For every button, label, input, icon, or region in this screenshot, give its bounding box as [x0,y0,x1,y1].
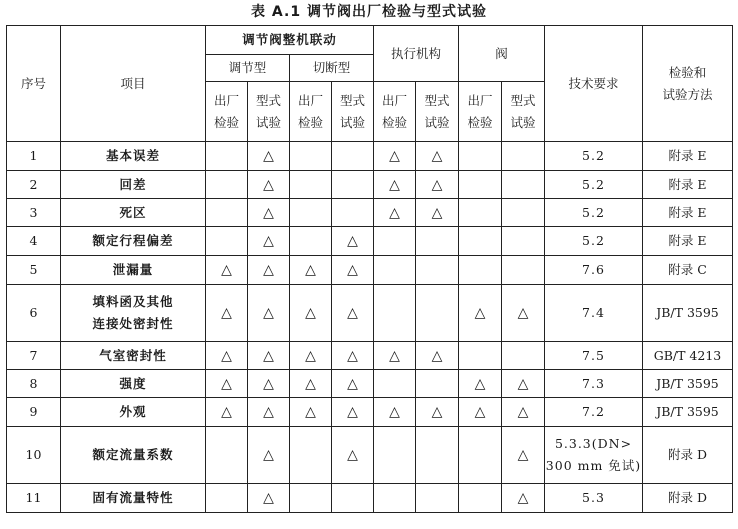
empty-cell [416,256,459,285]
empty-cell [206,171,248,199]
header-seq: 序号 [7,26,61,142]
row-method: 附录 E [643,171,733,199]
empty-cell [502,171,545,199]
check-mark: △ [248,199,290,227]
check-mark: △ [459,285,502,342]
empty-cell [459,227,502,256]
empty-cell [459,142,502,171]
row-item: 外观 [61,398,206,427]
header-sub-cutoff: 切断型 [290,55,374,82]
empty-cell [332,171,374,199]
empty-cell [206,227,248,256]
empty-cell [459,484,502,513]
row-seq: 7 [7,342,61,370]
check-mark: △ [502,427,545,484]
check-mark: △ [416,342,459,370]
row-seq: 8 [7,370,61,398]
check-mark: △ [206,285,248,342]
row-method: 附录 C [643,256,733,285]
header-factory-inspection: 出厂 检验 [374,82,416,142]
header-item: 项目 [61,26,206,142]
check-mark: △ [248,342,290,370]
row-item: 死区 [61,199,206,227]
empty-cell [206,484,248,513]
table-row [7,171,733,199]
check-mark: △ [374,142,416,171]
header-method [643,26,733,142]
row-seq: 2 [7,171,61,199]
row-tech-req: 5.2 [545,142,643,171]
empty-cell [459,199,502,227]
header-sub-regulating: 调节型 [206,55,290,82]
row-seq: 10 [7,427,61,484]
check-mark: △ [502,285,545,342]
check-mark: △ [248,142,290,171]
empty-cell [206,427,248,484]
check-mark: △ [416,199,459,227]
empty-cell [459,427,502,484]
check-mark: △ [248,256,290,285]
empty-cell [374,227,416,256]
check-mark: △ [248,398,290,427]
row-tech-req: 5.2 [545,171,643,199]
empty-cell [290,199,332,227]
empty-cell [374,484,416,513]
empty-cell [332,199,374,227]
row-seq: 4 [7,227,61,256]
check-mark: △ [416,398,459,427]
check-mark: △ [206,398,248,427]
check-mark: △ [416,142,459,171]
empty-cell [416,285,459,342]
header-type-test: 型式 试验 [248,82,290,142]
table-title: 表 A.1 调节阀出厂检验与型式试验 [251,4,487,20]
empty-cell [459,171,502,199]
header-method-text: 检验和 试验方法 [662,64,713,102]
row-item: 固有流量特性 [61,484,206,513]
empty-cell [416,427,459,484]
empty-cell [290,427,332,484]
header-factory-inspection: 出厂 检验 [459,82,502,142]
check-mark: △ [416,171,459,199]
check-mark: △ [248,427,290,484]
empty-cell [502,342,545,370]
row-tech-req: 5.3 [545,484,643,513]
row-item: 额定行程偏差 [61,227,206,256]
table-row [7,285,733,342]
row-seq: 3 [7,199,61,227]
check-mark: △ [332,398,374,427]
check-mark: △ [290,256,332,285]
row-item: 填料函及其他 连接处密封性 [61,285,206,342]
row-method: 附录 E [643,142,733,171]
row-method: 附录 E [643,199,733,227]
check-mark: △ [332,256,374,285]
row-tech-req: 5.2 [545,199,643,227]
empty-cell [290,142,332,171]
check-mark: △ [248,484,290,513]
empty-cell [502,227,545,256]
empty-cell [206,199,248,227]
table-row [7,427,733,484]
row-tech-req: 5.3.3(DN> 300 mm 免试) [545,427,643,484]
empty-cell [416,370,459,398]
check-mark: △ [374,171,416,199]
row-method: 附录 E [643,227,733,256]
header-type-test: 型式 试验 [332,82,374,142]
empty-cell [416,227,459,256]
table-row [7,342,733,370]
empty-cell [290,227,332,256]
check-mark: △ [502,484,545,513]
check-mark: △ [248,285,290,342]
row-item: 额定流量系数 [61,427,206,484]
check-mark: △ [248,171,290,199]
check-mark: △ [290,398,332,427]
empty-cell [374,285,416,342]
check-mark: △ [206,370,248,398]
empty-cell [332,142,374,171]
empty-cell [459,342,502,370]
row-method: 附录 D [643,427,733,484]
check-mark: △ [290,370,332,398]
row-seq: 5 [7,256,61,285]
check-mark: △ [459,370,502,398]
empty-cell [290,484,332,513]
table-row [7,227,733,256]
check-mark: △ [374,342,416,370]
row-tech-req: 7.5 [545,342,643,370]
empty-cell [290,171,332,199]
empty-cell [374,370,416,398]
inspection-table [6,25,733,513]
row-tech-req: 7.3 [545,370,643,398]
row-item: 强度 [61,370,206,398]
check-mark: △ [374,398,416,427]
check-mark: △ [332,342,374,370]
row-method: JB/T 3595 [643,285,733,342]
empty-cell [502,142,545,171]
empty-cell [416,484,459,513]
table-row [7,199,733,227]
empty-cell [459,256,502,285]
check-mark: △ [332,285,374,342]
row-method: 附录 D [643,484,733,513]
row-method: JB/T 3595 [643,398,733,427]
row-seq: 11 [7,484,61,513]
check-mark: △ [290,285,332,342]
header-type-test: 型式 试验 [502,82,545,142]
header-group-valve: 阀 [459,26,545,82]
table-row [7,398,733,427]
row-tech-req: 7.4 [545,285,643,342]
row-seq: 9 [7,398,61,427]
row-seq: 6 [7,285,61,342]
check-mark: △ [206,256,248,285]
check-mark: △ [290,342,332,370]
row-method: JB/T 3595 [643,370,733,398]
row-tech-req: 7.2 [545,398,643,427]
header-tech-req: 技术要求 [545,26,643,142]
header-group-actuator: 执行机构 [374,26,459,82]
row-item: 基本误差 [61,142,206,171]
row-method: GB/T 4213 [643,342,733,370]
row-item: 泄漏量 [61,256,206,285]
check-mark: △ [248,227,290,256]
check-mark: △ [332,227,374,256]
check-mark: △ [332,370,374,398]
check-mark: △ [502,370,545,398]
header-type-test: 型式 试验 [416,82,459,142]
empty-cell [374,427,416,484]
header-group-linkage: 调节阀整机联动 [206,26,374,55]
row-tech-req: 5.2 [545,227,643,256]
table-row [7,142,733,171]
row-seq: 1 [7,142,61,171]
empty-cell [374,256,416,285]
check-mark: △ [248,370,290,398]
row-tech-req: 7.6 [545,256,643,285]
header-factory-inspection: 出厂 检验 [206,82,248,142]
row-item: 回差 [61,171,206,199]
table-row [7,370,733,398]
empty-cell [502,256,545,285]
check-mark: △ [332,427,374,484]
empty-cell [206,142,248,171]
table-row [7,256,733,285]
check-mark: △ [374,199,416,227]
check-mark: △ [206,342,248,370]
check-mark: △ [459,398,502,427]
row-item: 气室密封性 [61,342,206,370]
empty-cell [332,484,374,513]
check-mark: △ [502,398,545,427]
table-row [7,484,733,513]
header-factory-inspection: 出厂 检验 [290,82,332,142]
empty-cell [502,199,545,227]
